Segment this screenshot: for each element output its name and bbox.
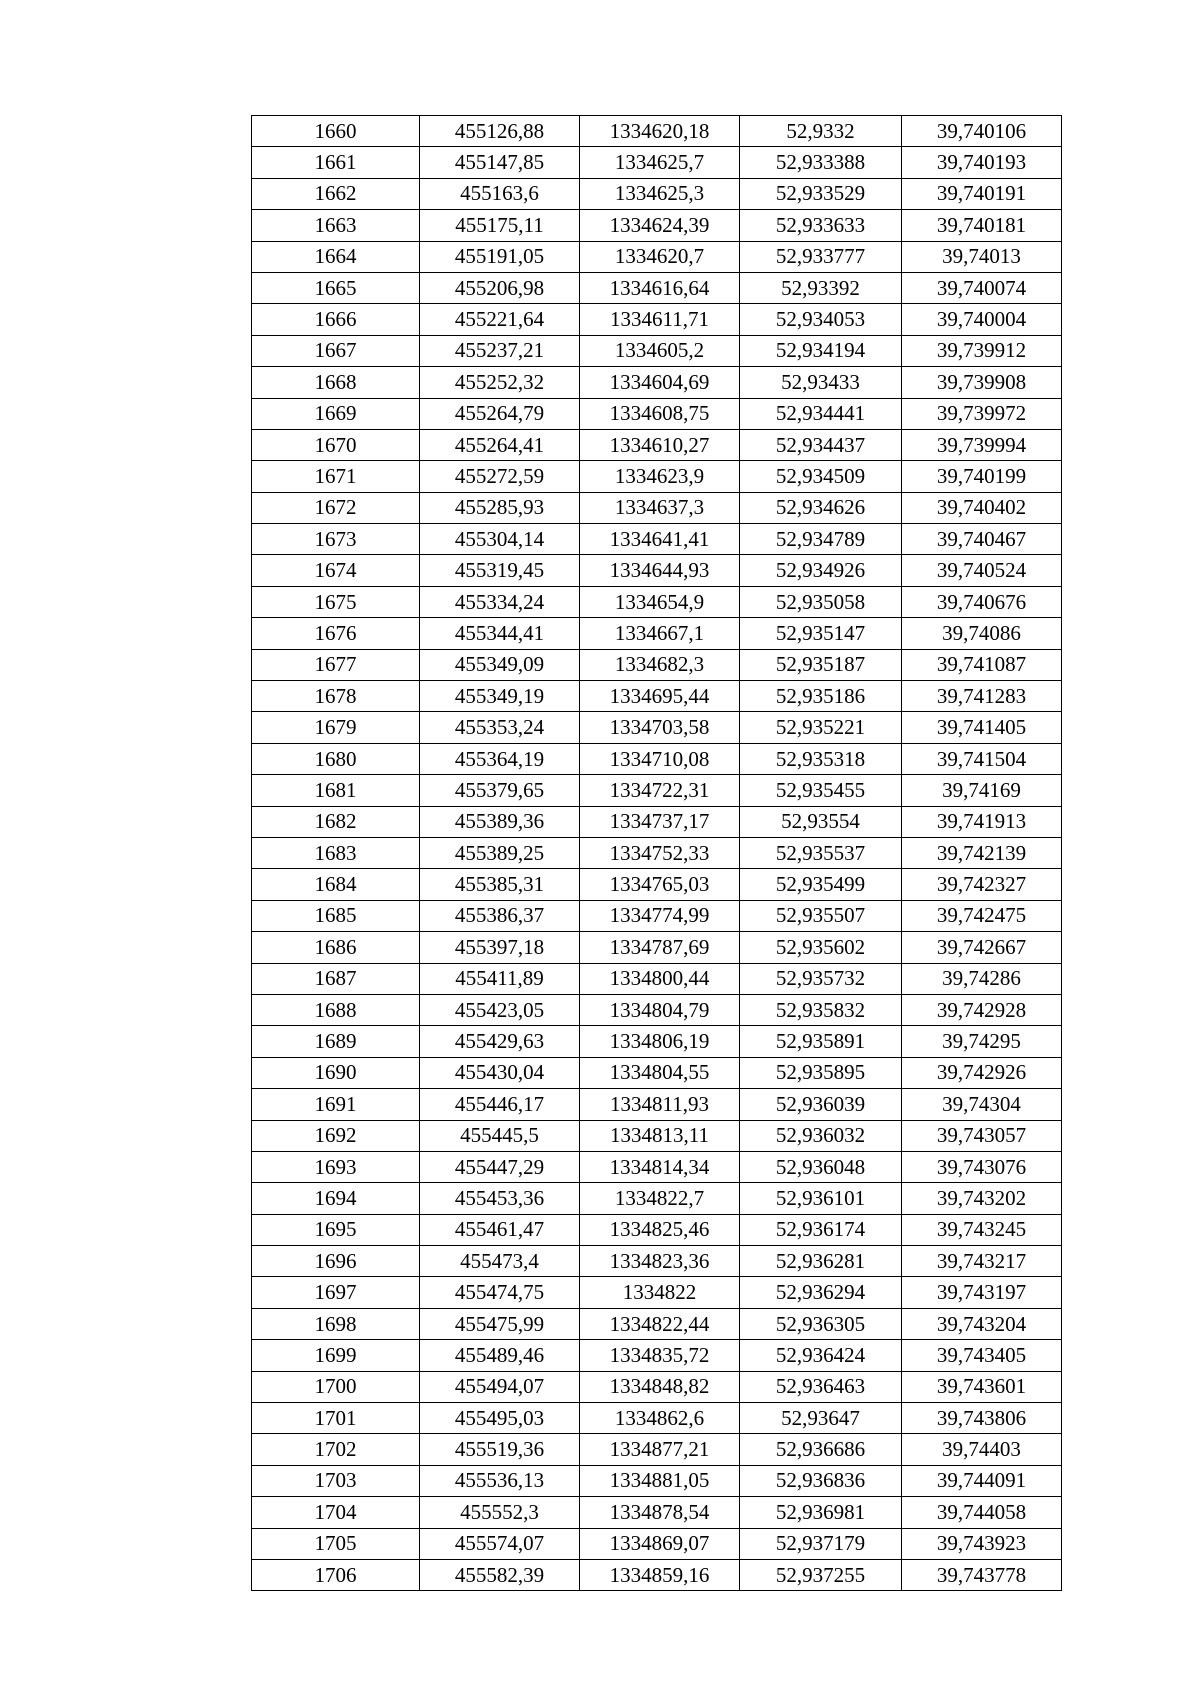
latitude-cell: 52,935187: [740, 649, 902, 680]
longitude-cell: 39,743778: [902, 1559, 1062, 1590]
y-coordinate-cell: 1334869,07: [580, 1528, 740, 1559]
point-number-cell: 1687: [252, 963, 420, 994]
longitude-cell: 39,741504: [902, 743, 1062, 774]
y-coordinate-cell: 1334881,05: [580, 1465, 740, 1496]
x-coordinate-cell: 455461,47: [420, 1214, 580, 1245]
point-number-cell: 1665: [252, 272, 420, 303]
y-coordinate-cell: 1334637,3: [580, 492, 740, 523]
latitude-cell: 52,937179: [740, 1528, 902, 1559]
point-number-cell: 1683: [252, 837, 420, 868]
latitude-cell: 52,935832: [740, 994, 902, 1025]
longitude-cell: 39,743405: [902, 1340, 1062, 1371]
table-row: [252, 272, 1062, 303]
point-number-cell: 1689: [252, 1026, 420, 1057]
latitude-cell: 52,936039: [740, 1089, 902, 1120]
table-row: [252, 1026, 1062, 1057]
table-row: [252, 398, 1062, 429]
table-row: [252, 649, 1062, 680]
point-number-cell: 1703: [252, 1465, 420, 1496]
x-coordinate-cell: 455495,03: [420, 1403, 580, 1434]
longitude-cell: 39,740524: [902, 555, 1062, 586]
point-number-cell: 1674: [252, 555, 420, 586]
longitude-cell: 39,743923: [902, 1528, 1062, 1559]
point-number-cell: 1685: [252, 900, 420, 931]
y-coordinate-cell: 1334822,7: [580, 1183, 740, 1214]
latitude-cell: 52,9332: [740, 116, 902, 147]
y-coordinate-cell: 1334605,2: [580, 335, 740, 366]
table-row: [252, 1465, 1062, 1496]
table-row: [252, 1403, 1062, 1434]
x-coordinate-cell: 455536,13: [420, 1465, 580, 1496]
table-row: [252, 1340, 1062, 1371]
latitude-cell: 52,935537: [740, 837, 902, 868]
point-number-cell: 1661: [252, 147, 420, 178]
table-row: [252, 367, 1062, 398]
latitude-cell: 52,935602: [740, 932, 902, 963]
x-coordinate-cell: 455582,39: [420, 1559, 580, 1590]
x-coordinate-cell: 455473,4: [420, 1246, 580, 1277]
x-coordinate-cell: 455252,32: [420, 367, 580, 398]
x-coordinate-cell: 455285,93: [420, 492, 580, 523]
table-row: [252, 210, 1062, 241]
longitude-cell: 39,741087: [902, 649, 1062, 680]
table-row: [252, 837, 1062, 868]
y-coordinate-cell: 1334859,16: [580, 1559, 740, 1590]
latitude-cell: 52,935455: [740, 775, 902, 806]
longitude-cell: 39,739908: [902, 367, 1062, 398]
latitude-cell: 52,935499: [740, 869, 902, 900]
longitude-cell: 39,740467: [902, 524, 1062, 555]
x-coordinate-cell: 455264,41: [420, 429, 580, 460]
table-row: [252, 681, 1062, 712]
y-coordinate-cell: 1334822: [580, 1277, 740, 1308]
table-row: [252, 963, 1062, 994]
table-row: [252, 461, 1062, 492]
y-coordinate-cell: 1334644,93: [580, 555, 740, 586]
x-coordinate-cell: 455519,36: [420, 1434, 580, 1465]
latitude-cell: 52,936424: [740, 1340, 902, 1371]
y-coordinate-cell: 1334737,17: [580, 806, 740, 837]
x-coordinate-cell: 455475,99: [420, 1308, 580, 1339]
latitude-cell: 52,935186: [740, 681, 902, 712]
x-coordinate-cell: 455349,19: [420, 681, 580, 712]
latitude-cell: 52,933388: [740, 147, 902, 178]
coordinates-table-body: [252, 116, 1062, 1591]
latitude-cell: 52,934926: [740, 555, 902, 586]
latitude-cell: 52,935221: [740, 712, 902, 743]
y-coordinate-cell: 1334620,7: [580, 241, 740, 272]
point-number-cell: 1680: [252, 743, 420, 774]
latitude-cell: 52,936048: [740, 1151, 902, 1182]
longitude-cell: 39,74013: [902, 241, 1062, 272]
y-coordinate-cell: 1334848,82: [580, 1371, 740, 1402]
x-coordinate-cell: 455221,64: [420, 304, 580, 335]
x-coordinate-cell: 455264,79: [420, 398, 580, 429]
x-coordinate-cell: 455429,63: [420, 1026, 580, 1057]
latitude-cell: 52,936294: [740, 1277, 902, 1308]
latitude-cell: 52,936463: [740, 1371, 902, 1402]
latitude-cell: 52,935058: [740, 586, 902, 617]
point-number-cell: 1668: [252, 367, 420, 398]
longitude-cell: 39,742327: [902, 869, 1062, 900]
y-coordinate-cell: 1334835,72: [580, 1340, 740, 1371]
latitude-cell: 52,936981: [740, 1497, 902, 1528]
latitude-cell: 52,935507: [740, 900, 902, 931]
latitude-cell: 52,935891: [740, 1026, 902, 1057]
y-coordinate-cell: 1334654,9: [580, 586, 740, 617]
longitude-cell: 39,740106: [902, 116, 1062, 147]
longitude-cell: 39,743076: [902, 1151, 1062, 1182]
x-coordinate-cell: 455385,31: [420, 869, 580, 900]
latitude-cell: 52,933633: [740, 210, 902, 241]
point-number-cell: 1664: [252, 241, 420, 272]
latitude-cell: 52,935318: [740, 743, 902, 774]
table-row: [252, 335, 1062, 366]
table-row: [252, 241, 1062, 272]
latitude-cell: 52,935895: [740, 1057, 902, 1088]
point-number-cell: 1701: [252, 1403, 420, 1434]
x-coordinate-cell: 455494,07: [420, 1371, 580, 1402]
table-row: [252, 1434, 1062, 1465]
latitude-cell: 52,933529: [740, 178, 902, 209]
point-number-cell: 1702: [252, 1434, 420, 1465]
y-coordinate-cell: 1334825,46: [580, 1214, 740, 1245]
longitude-cell: 39,741283: [902, 681, 1062, 712]
point-number-cell: 1698: [252, 1308, 420, 1339]
y-coordinate-cell: 1334804,79: [580, 994, 740, 1025]
x-coordinate-cell: 455334,24: [420, 586, 580, 617]
longitude-cell: 39,741405: [902, 712, 1062, 743]
point-number-cell: 1695: [252, 1214, 420, 1245]
x-coordinate-cell: 455453,36: [420, 1183, 580, 1214]
point-number-cell: 1666: [252, 304, 420, 335]
longitude-cell: 39,743601: [902, 1371, 1062, 1402]
y-coordinate-cell: 1334616,64: [580, 272, 740, 303]
x-coordinate-cell: 455163,6: [420, 178, 580, 209]
table-row: [252, 1308, 1062, 1339]
longitude-cell: 39,743057: [902, 1120, 1062, 1151]
longitude-cell: 39,740004: [902, 304, 1062, 335]
table-row: [252, 147, 1062, 178]
table-row: [252, 1120, 1062, 1151]
point-number-cell: 1667: [252, 335, 420, 366]
latitude-cell: 52,93392: [740, 272, 902, 303]
point-number-cell: 1673: [252, 524, 420, 555]
point-number-cell: 1700: [252, 1371, 420, 1402]
longitude-cell: 39,743197: [902, 1277, 1062, 1308]
table-row: [252, 806, 1062, 837]
point-number-cell: 1692: [252, 1120, 420, 1151]
x-coordinate-cell: 455430,04: [420, 1057, 580, 1088]
table-row: [252, 524, 1062, 555]
y-coordinate-cell: 1334811,93: [580, 1089, 740, 1120]
latitude-cell: 52,934053: [740, 304, 902, 335]
y-coordinate-cell: 1334822,44: [580, 1308, 740, 1339]
x-coordinate-cell: 455147,85: [420, 147, 580, 178]
point-number-cell: 1699: [252, 1340, 420, 1371]
longitude-cell: 39,74086: [902, 618, 1062, 649]
x-coordinate-cell: 455474,75: [420, 1277, 580, 1308]
longitude-cell: 39,74286: [902, 963, 1062, 994]
x-coordinate-cell: 455411,89: [420, 963, 580, 994]
y-coordinate-cell: 1334641,41: [580, 524, 740, 555]
latitude-cell: 52,934626: [740, 492, 902, 523]
table-row: [252, 932, 1062, 963]
table-row: [252, 869, 1062, 900]
point-number-cell: 1693: [252, 1151, 420, 1182]
x-coordinate-cell: 455389,36: [420, 806, 580, 837]
latitude-cell: 52,936174: [740, 1214, 902, 1245]
latitude-cell: 52,934509: [740, 461, 902, 492]
latitude-cell: 52,934789: [740, 524, 902, 555]
y-coordinate-cell: 1334608,75: [580, 398, 740, 429]
point-number-cell: 1672: [252, 492, 420, 523]
latitude-cell: 52,937255: [740, 1559, 902, 1590]
y-coordinate-cell: 1334877,21: [580, 1434, 740, 1465]
latitude-cell: 52,935147: [740, 618, 902, 649]
longitude-cell: 39,740181: [902, 210, 1062, 241]
y-coordinate-cell: 1334625,7: [580, 147, 740, 178]
x-coordinate-cell: 455489,46: [420, 1340, 580, 1371]
table-row: [252, 1214, 1062, 1245]
y-coordinate-cell: 1334695,44: [580, 681, 740, 712]
x-coordinate-cell: 455423,05: [420, 994, 580, 1025]
longitude-cell: 39,740074: [902, 272, 1062, 303]
x-coordinate-cell: 455349,09: [420, 649, 580, 680]
point-number-cell: 1679: [252, 712, 420, 743]
point-number-cell: 1691: [252, 1089, 420, 1120]
longitude-cell: 39,743245: [902, 1214, 1062, 1245]
longitude-cell: 39,742928: [902, 994, 1062, 1025]
table-row: [252, 618, 1062, 649]
latitude-cell: 52,936836: [740, 1465, 902, 1496]
point-number-cell: 1675: [252, 586, 420, 617]
y-coordinate-cell: 1334625,3: [580, 178, 740, 209]
x-coordinate-cell: 455206,98: [420, 272, 580, 303]
x-coordinate-cell: 455574,07: [420, 1528, 580, 1559]
y-coordinate-cell: 1334752,33: [580, 837, 740, 868]
y-coordinate-cell: 1334800,44: [580, 963, 740, 994]
table-row: [252, 1371, 1062, 1402]
y-coordinate-cell: 1334682,3: [580, 649, 740, 680]
table-row: [252, 1277, 1062, 1308]
x-coordinate-cell: 455353,24: [420, 712, 580, 743]
latitude-cell: 52,936101: [740, 1183, 902, 1214]
latitude-cell: 52,936305: [740, 1308, 902, 1339]
latitude-cell: 52,936281: [740, 1246, 902, 1277]
y-coordinate-cell: 1334814,34: [580, 1151, 740, 1182]
longitude-cell: 39,74403: [902, 1434, 1062, 1465]
point-number-cell: 1682: [252, 806, 420, 837]
latitude-cell: 52,936686: [740, 1434, 902, 1465]
longitude-cell: 39,740402: [902, 492, 1062, 523]
longitude-cell: 39,744091: [902, 1465, 1062, 1496]
x-coordinate-cell: 455126,88: [420, 116, 580, 147]
y-coordinate-cell: 1334774,99: [580, 900, 740, 931]
coordinates-table: [251, 115, 1062, 1591]
x-coordinate-cell: 455389,25: [420, 837, 580, 868]
longitude-cell: 39,74169: [902, 775, 1062, 806]
y-coordinate-cell: 1334806,19: [580, 1026, 740, 1057]
x-coordinate-cell: 455344,41: [420, 618, 580, 649]
table-row: [252, 555, 1062, 586]
x-coordinate-cell: 455397,18: [420, 932, 580, 963]
table-row: [252, 1559, 1062, 1590]
table-row: [252, 900, 1062, 931]
longitude-cell: 39,742667: [902, 932, 1062, 963]
table-row: [252, 743, 1062, 774]
table-row: [252, 586, 1062, 617]
table-row: [252, 429, 1062, 460]
point-number-cell: 1660: [252, 116, 420, 147]
y-coordinate-cell: 1334604,69: [580, 367, 740, 398]
y-coordinate-cell: 1334765,03: [580, 869, 740, 900]
x-coordinate-cell: 455379,65: [420, 775, 580, 806]
point-number-cell: 1688: [252, 994, 420, 1025]
x-coordinate-cell: 455552,3: [420, 1497, 580, 1528]
y-coordinate-cell: 1334804,55: [580, 1057, 740, 1088]
point-number-cell: 1670: [252, 429, 420, 460]
point-number-cell: 1696: [252, 1246, 420, 1277]
longitude-cell: 39,740676: [902, 586, 1062, 617]
longitude-cell: 39,744058: [902, 1497, 1062, 1528]
point-number-cell: 1676: [252, 618, 420, 649]
longitude-cell: 39,742926: [902, 1057, 1062, 1088]
y-coordinate-cell: 1334620,18: [580, 116, 740, 147]
longitude-cell: 39,743806: [902, 1403, 1062, 1434]
y-coordinate-cell: 1334813,11: [580, 1120, 740, 1151]
table-row: [252, 304, 1062, 335]
y-coordinate-cell: 1334624,39: [580, 210, 740, 241]
table-row: [252, 116, 1062, 147]
longitude-cell: 39,743204: [902, 1308, 1062, 1339]
table-row: [252, 1151, 1062, 1182]
x-coordinate-cell: 455364,19: [420, 743, 580, 774]
point-number-cell: 1678: [252, 681, 420, 712]
point-number-cell: 1697: [252, 1277, 420, 1308]
x-coordinate-cell: 455191,05: [420, 241, 580, 272]
x-coordinate-cell: 455319,45: [420, 555, 580, 586]
latitude-cell: 52,935732: [740, 963, 902, 994]
latitude-cell: 52,93647: [740, 1403, 902, 1434]
x-coordinate-cell: 455304,14: [420, 524, 580, 555]
x-coordinate-cell: 455272,59: [420, 461, 580, 492]
table-row: [252, 994, 1062, 1025]
point-number-cell: 1681: [252, 775, 420, 806]
table-row: [252, 1246, 1062, 1277]
x-coordinate-cell: 455445,5: [420, 1120, 580, 1151]
longitude-cell: 39,739972: [902, 398, 1062, 429]
point-number-cell: 1669: [252, 398, 420, 429]
table-row: [252, 178, 1062, 209]
table-row: [252, 1057, 1062, 1088]
y-coordinate-cell: 1334703,58: [580, 712, 740, 743]
x-coordinate-cell: 455447,29: [420, 1151, 580, 1182]
point-number-cell: 1705: [252, 1528, 420, 1559]
latitude-cell: 52,934441: [740, 398, 902, 429]
table-row: [252, 492, 1062, 523]
y-coordinate-cell: 1334862,6: [580, 1403, 740, 1434]
point-number-cell: 1662: [252, 178, 420, 209]
point-number-cell: 1690: [252, 1057, 420, 1088]
y-coordinate-cell: 1334611,71: [580, 304, 740, 335]
longitude-cell: 39,743217: [902, 1246, 1062, 1277]
latitude-cell: 52,93433: [740, 367, 902, 398]
longitude-cell: 39,740193: [902, 147, 1062, 178]
x-coordinate-cell: 455175,11: [420, 210, 580, 241]
y-coordinate-cell: 1334823,36: [580, 1246, 740, 1277]
longitude-cell: 39,74304: [902, 1089, 1062, 1120]
table-row: [252, 1497, 1062, 1528]
longitude-cell: 39,742139: [902, 837, 1062, 868]
longitude-cell: 39,743202: [902, 1183, 1062, 1214]
point-number-cell: 1663: [252, 210, 420, 241]
longitude-cell: 39,742475: [902, 900, 1062, 931]
y-coordinate-cell: 1334667,1: [580, 618, 740, 649]
x-coordinate-cell: 455237,21: [420, 335, 580, 366]
point-number-cell: 1704: [252, 1497, 420, 1528]
point-number-cell: 1677: [252, 649, 420, 680]
y-coordinate-cell: 1334710,08: [580, 743, 740, 774]
point-number-cell: 1706: [252, 1559, 420, 1590]
longitude-cell: 39,74295: [902, 1026, 1062, 1057]
y-coordinate-cell: 1334722,31: [580, 775, 740, 806]
table-row: [252, 1089, 1062, 1120]
y-coordinate-cell: 1334610,27: [580, 429, 740, 460]
longitude-cell: 39,739994: [902, 429, 1062, 460]
latitude-cell: 52,936032: [740, 1120, 902, 1151]
latitude-cell: 52,933777: [740, 241, 902, 272]
longitude-cell: 39,740191: [902, 178, 1062, 209]
point-number-cell: 1686: [252, 932, 420, 963]
y-coordinate-cell: 1334623,9: [580, 461, 740, 492]
x-coordinate-cell: 455386,37: [420, 900, 580, 931]
table-row: [252, 1183, 1062, 1214]
longitude-cell: 39,739912: [902, 335, 1062, 366]
table-row: [252, 775, 1062, 806]
x-coordinate-cell: 455446,17: [420, 1089, 580, 1120]
point-number-cell: 1684: [252, 869, 420, 900]
point-number-cell: 1671: [252, 461, 420, 492]
latitude-cell: 52,934437: [740, 429, 902, 460]
latitude-cell: 52,934194: [740, 335, 902, 366]
point-number-cell: 1694: [252, 1183, 420, 1214]
table-row: [252, 1528, 1062, 1559]
y-coordinate-cell: 1334787,69: [580, 932, 740, 963]
latitude-cell: 52,93554: [740, 806, 902, 837]
table-row: [252, 712, 1062, 743]
y-coordinate-cell: 1334878,54: [580, 1497, 740, 1528]
longitude-cell: 39,740199: [902, 461, 1062, 492]
longitude-cell: 39,741913: [902, 806, 1062, 837]
